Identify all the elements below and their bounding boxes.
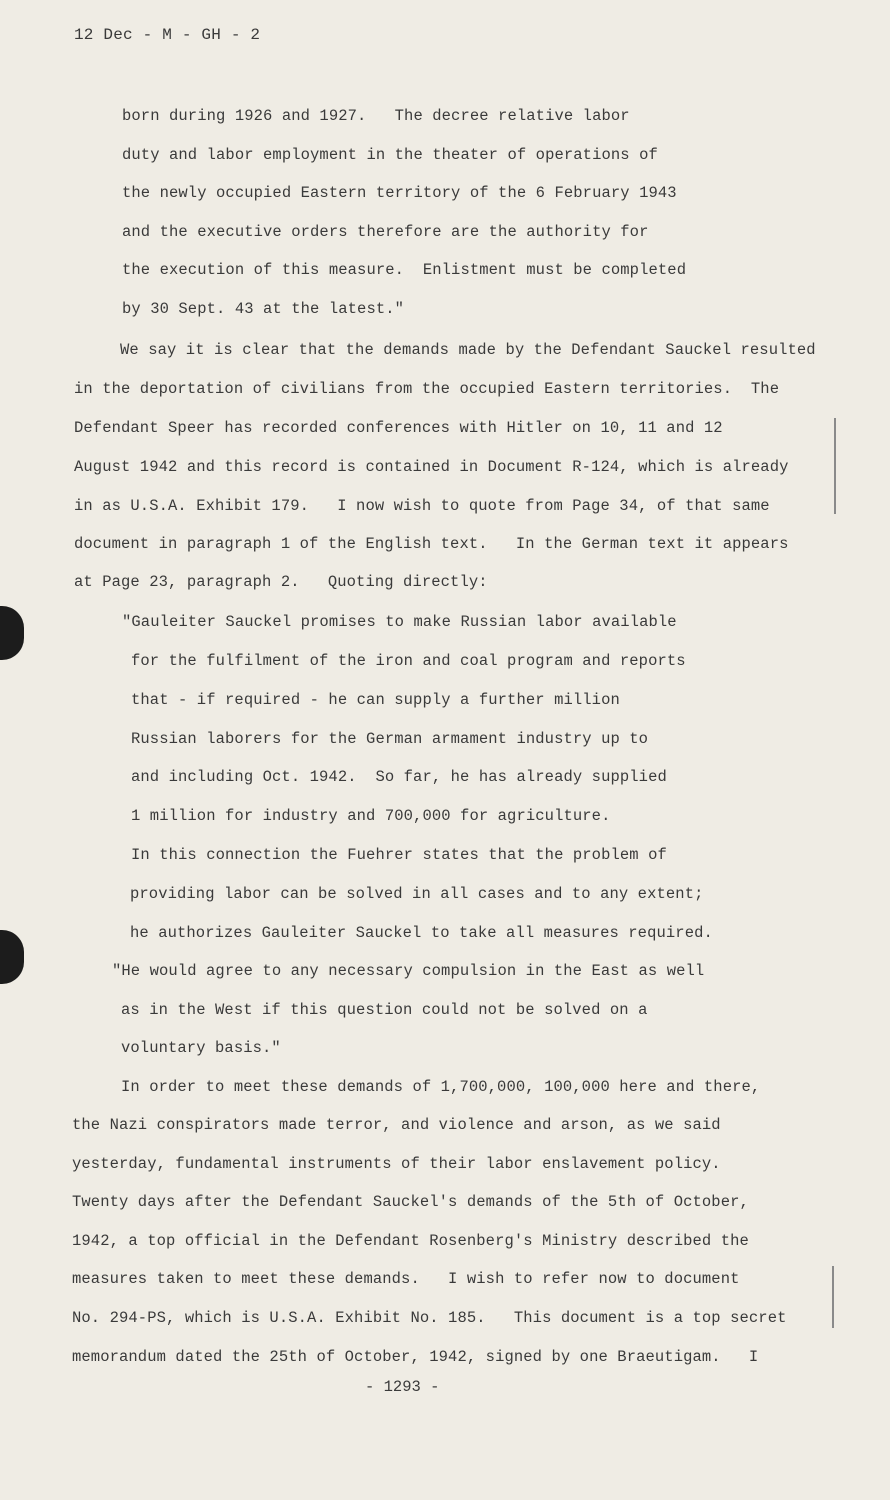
margin-mark-upper	[834, 418, 836, 514]
text-line: 1942, a top official in the Defendant Rosenberg's Ministry described the	[72, 1232, 749, 1250]
text-line: in as U.S.A. Exhibit 179. I now wish to quote from Page 34, of that same	[74, 497, 770, 515]
text-line: In order to meet these demands of 1,700,000, 100,000 here and there,	[121, 1078, 761, 1096]
text-line: by 30 Sept. 43 at the latest."	[122, 300, 405, 318]
text-line: Twenty days after the Defendant Sauckel's demands of the 5th of October,	[72, 1193, 749, 1211]
text-line: 1 million for industry and 700,000 for agriculture.	[131, 807, 611, 825]
page-number: - 1293 -	[365, 1378, 440, 1396]
text-line: he authorizes Gauleiter Sauckel to take all measures required.	[130, 924, 713, 942]
text-line: the newly occupied Eastern territory of the 6 February 1943	[122, 184, 677, 202]
text-line: We say it is clear that the demands made by the Defendant Sauckel resulted	[120, 341, 816, 359]
text-line: providing labor can be solved in all cases and to any extent;	[130, 885, 704, 903]
text-line: measures taken to meet these demands. I wish to refer now to document	[72, 1270, 740, 1288]
text-line: No. 294-PS, which is U.S.A. Exhibit No. 185. This document is a top secret	[72, 1309, 787, 1327]
text-line: and including Oct. 1942. So far, he has already supplied	[131, 768, 667, 786]
text-line: "Gauleiter Sauckel promises to make Russian labor available	[122, 613, 677, 631]
text-line: voluntary basis."	[121, 1039, 281, 1057]
text-line: as in the West if this question could not be solved on a	[121, 1001, 648, 1019]
text-line: Russian laborers for the German armament industry up to	[131, 730, 649, 748]
text-line: "He would agree to any necessary compulsion in the East as well	[112, 962, 705, 980]
text-line: In this connection the Fuehrer states that the problem of	[131, 846, 667, 864]
binder-hole-lower	[0, 930, 24, 984]
text-line: that - if required - he can supply a further million	[131, 691, 620, 709]
text-line: at Page 23, paragraph 2. Quoting directly:	[74, 573, 488, 591]
text-line: in the deportation of civilians from the occupied Eastern territories. The	[74, 380, 780, 398]
text-line: and the executive orders therefore are the authority for	[122, 223, 649, 241]
text-line: document in paragraph 1 of the English text. In the German text it appears	[74, 535, 789, 553]
binder-hole-upper	[0, 606, 24, 660]
text-line: memorandum dated the 25th of October, 1942, signed by one Braeutigam. I	[72, 1348, 759, 1366]
text-line: born during 1926 and 1927. The decree relative labor	[122, 107, 630, 125]
text-line: Defendant Speer has recorded conferences with Hitler on 10, 11 and 12	[74, 419, 723, 437]
text-line: yesterday, fundamental instruments of their labor enslavement policy.	[72, 1155, 721, 1173]
page-header: 12 Dec - M - GH - 2	[74, 26, 261, 44]
text-line: duty and labor employment in the theater of operations of	[122, 146, 658, 164]
margin-mark-lower	[832, 1266, 834, 1328]
text-line: the Nazi conspirators made terror, and violence and arson, as we said	[72, 1116, 721, 1134]
text-line: for the fulfilment of the iron and coal program and reports	[131, 652, 686, 670]
text-line: the execution of this measure. Enlistment must be completed	[122, 261, 687, 279]
text-line: August 1942 and this record is contained in Document R-124, which is already	[74, 458, 789, 476]
